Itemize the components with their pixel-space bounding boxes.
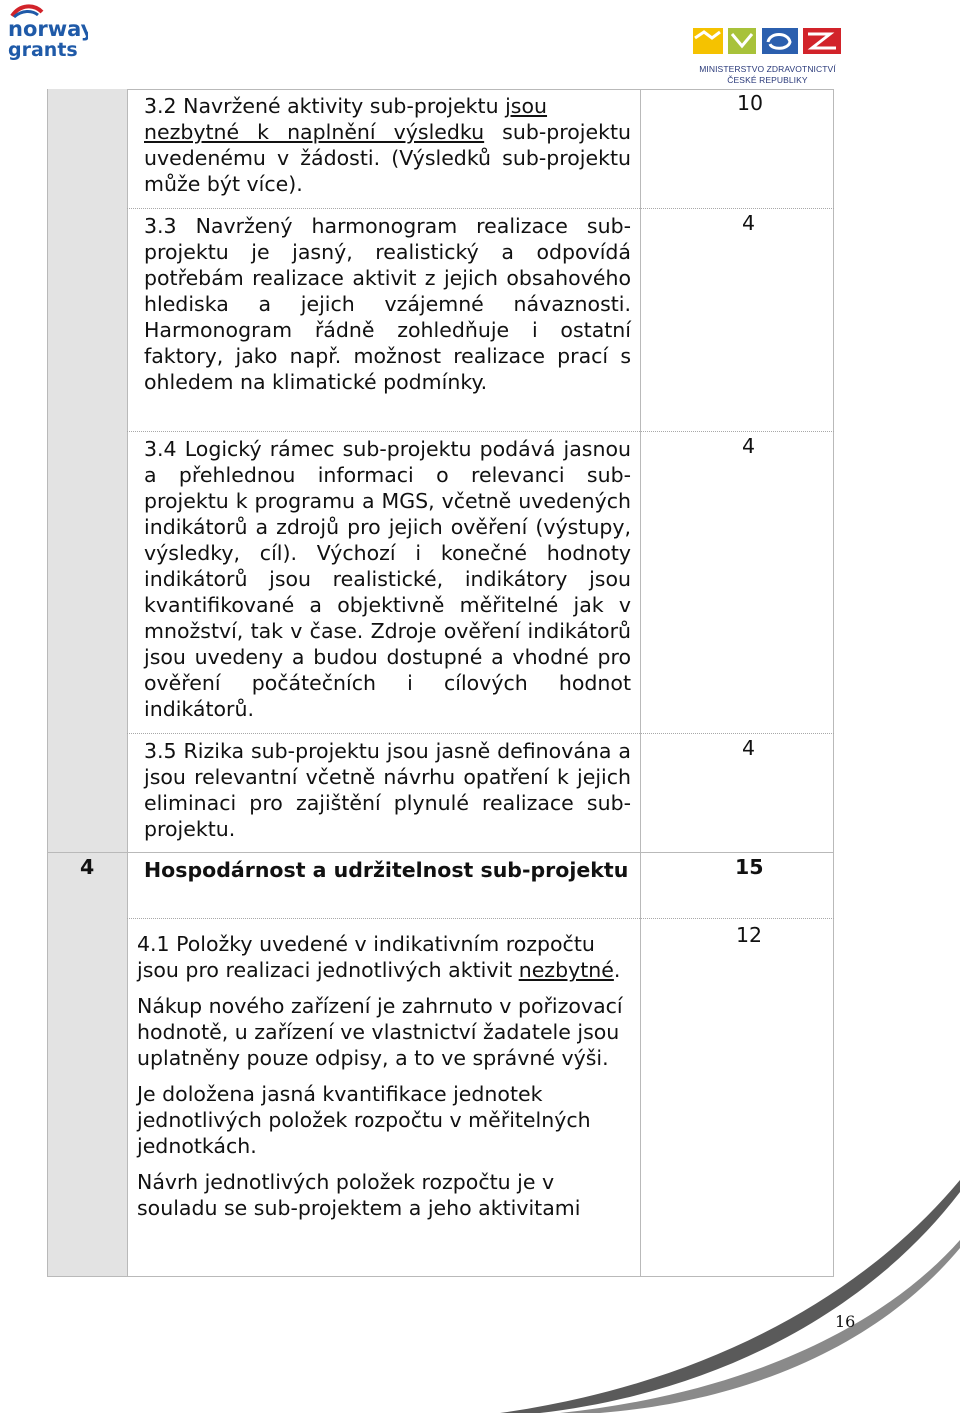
row-4-1-p1-pre: 4.1 Položky uvedené v indikativním rozpočtu jsou pro realizaci jednotlivých aktivit — [137, 932, 595, 982]
row-4-1-p1-post: . — [613, 958, 621, 982]
table-left-border — [47, 89, 48, 1276]
row-4-1-paragraph-3: Je doložena jasná kvantifikace jednotek jednotlivých položek rozpočtu v měřitelných jednotkách. — [137, 1082, 591, 1158]
table-right-border — [833, 89, 834, 1276]
section-4-number: 4 — [80, 855, 95, 879]
row-3-4-score: 4 — [742, 434, 756, 458]
page-number: 16 — [835, 1312, 856, 1331]
row-4-1-paragraph-2: Nákup nového zařízení je zahrnuto v pořizovací hodnotě, u zařízení ve vlastnictví žadatele jsou uplatněny pouze odpisy, a to ve správné výši. — [137, 994, 623, 1070]
row-3-2-post: sub-projektu uvedenému v žádosti. (Výsledků sub-projektu může být více). — [144, 120, 631, 196]
row-3-2-number: 3.2 — [144, 94, 177, 118]
row-divider-2 — [127, 431, 834, 432]
row-3-3-text: 3.3 Navržený harmonogram realizace sub-projektu je jasný, realistický a odpovídá potřebám realizace aktivit z jejich obsahového hlediska a jejich vzájemné návaznosti. Harmonogram řádně zohledňuje i ostatní faktory, jako např. možnost realizace prací s ohledem na klimatické podmínky. — [144, 214, 631, 394]
row-divider-4 — [47, 852, 834, 853]
row-3-2-score: 10 — [737, 91, 764, 115]
ministry-country: ČESKÉ REPUBLIKY — [727, 75, 808, 85]
row-4-1-paragraph-1 — [137, 931, 632, 983]
section-4-score: 15 — [735, 855, 764, 879]
row-divider-3 — [127, 733, 834, 734]
table-col-divider-2 — [640, 89, 641, 1276]
row-3-3-score: 4 — [742, 211, 756, 235]
footer-swoosh-decoration — [0, 1180, 960, 1413]
row-divider-1 — [127, 208, 834, 209]
row-divider-5 — [127, 918, 834, 919]
section-4-title: Hospodárnost a udržitelnost sub-projektu — [144, 858, 629, 882]
row-3-5-score: 4 — [742, 736, 756, 760]
norway-logo-line1: norway — [8, 17, 88, 41]
row-3-4-text: 3.4 Logický rámec sub-projektu podává jasnou a přehlednou informaci o relevanci sub-projektu k programu a MGS, včetně uvedených indikátorů a zdrojů pro jejich ověření (výstupy, výsledky, cíl). Výchozí i konečné hodnoty indikátorů jsou realistické, indikátory jsou kvantifikované a objektivně měřitelné jak v množství, tak v čase. Zdroje ověření indikátorů jsou uvedeny a budou dostupné a vhodné pro ověření počátečních i cílových hodnot indikátorů. — [144, 437, 631, 721]
table-top-border — [127, 89, 834, 90]
row-4-1-p1-underline: nezbytné — [518, 958, 614, 982]
row-3-2-underline-1: jsou — [505, 94, 548, 118]
row-4-1-paragraph-4: Návrh jednotlivých položek rozpočtu je v souladu se sub-projektem a jeho aktivitami — [137, 1170, 581, 1220]
row-3-2-text — [144, 93, 631, 197]
row-4-1-text — [137, 931, 632, 1221]
table-col-divider-1 — [127, 89, 128, 1276]
grants-logo-line2: grants — [8, 39, 78, 61]
ministry-name: MINISTERSTVO ZDRAVOTNICTVÍ — [699, 64, 836, 74]
row-3-2-underline-2: nezbytné k naplnění výsledku — [144, 120, 485, 144]
number-column-shade — [48, 89, 127, 1276]
row-4-1-score: 12 — [736, 923, 763, 947]
row-3-2-pre: Navržené aktivity sub-projektu — [176, 94, 506, 118]
row-3-5-text: 3.5 Rizika sub-projektu jsou jasně definována a jsou relevantní včetně návrhu opatření k jejich eliminaci pro zajištění plynulé realizace sub-projektu. — [144, 739, 631, 841]
